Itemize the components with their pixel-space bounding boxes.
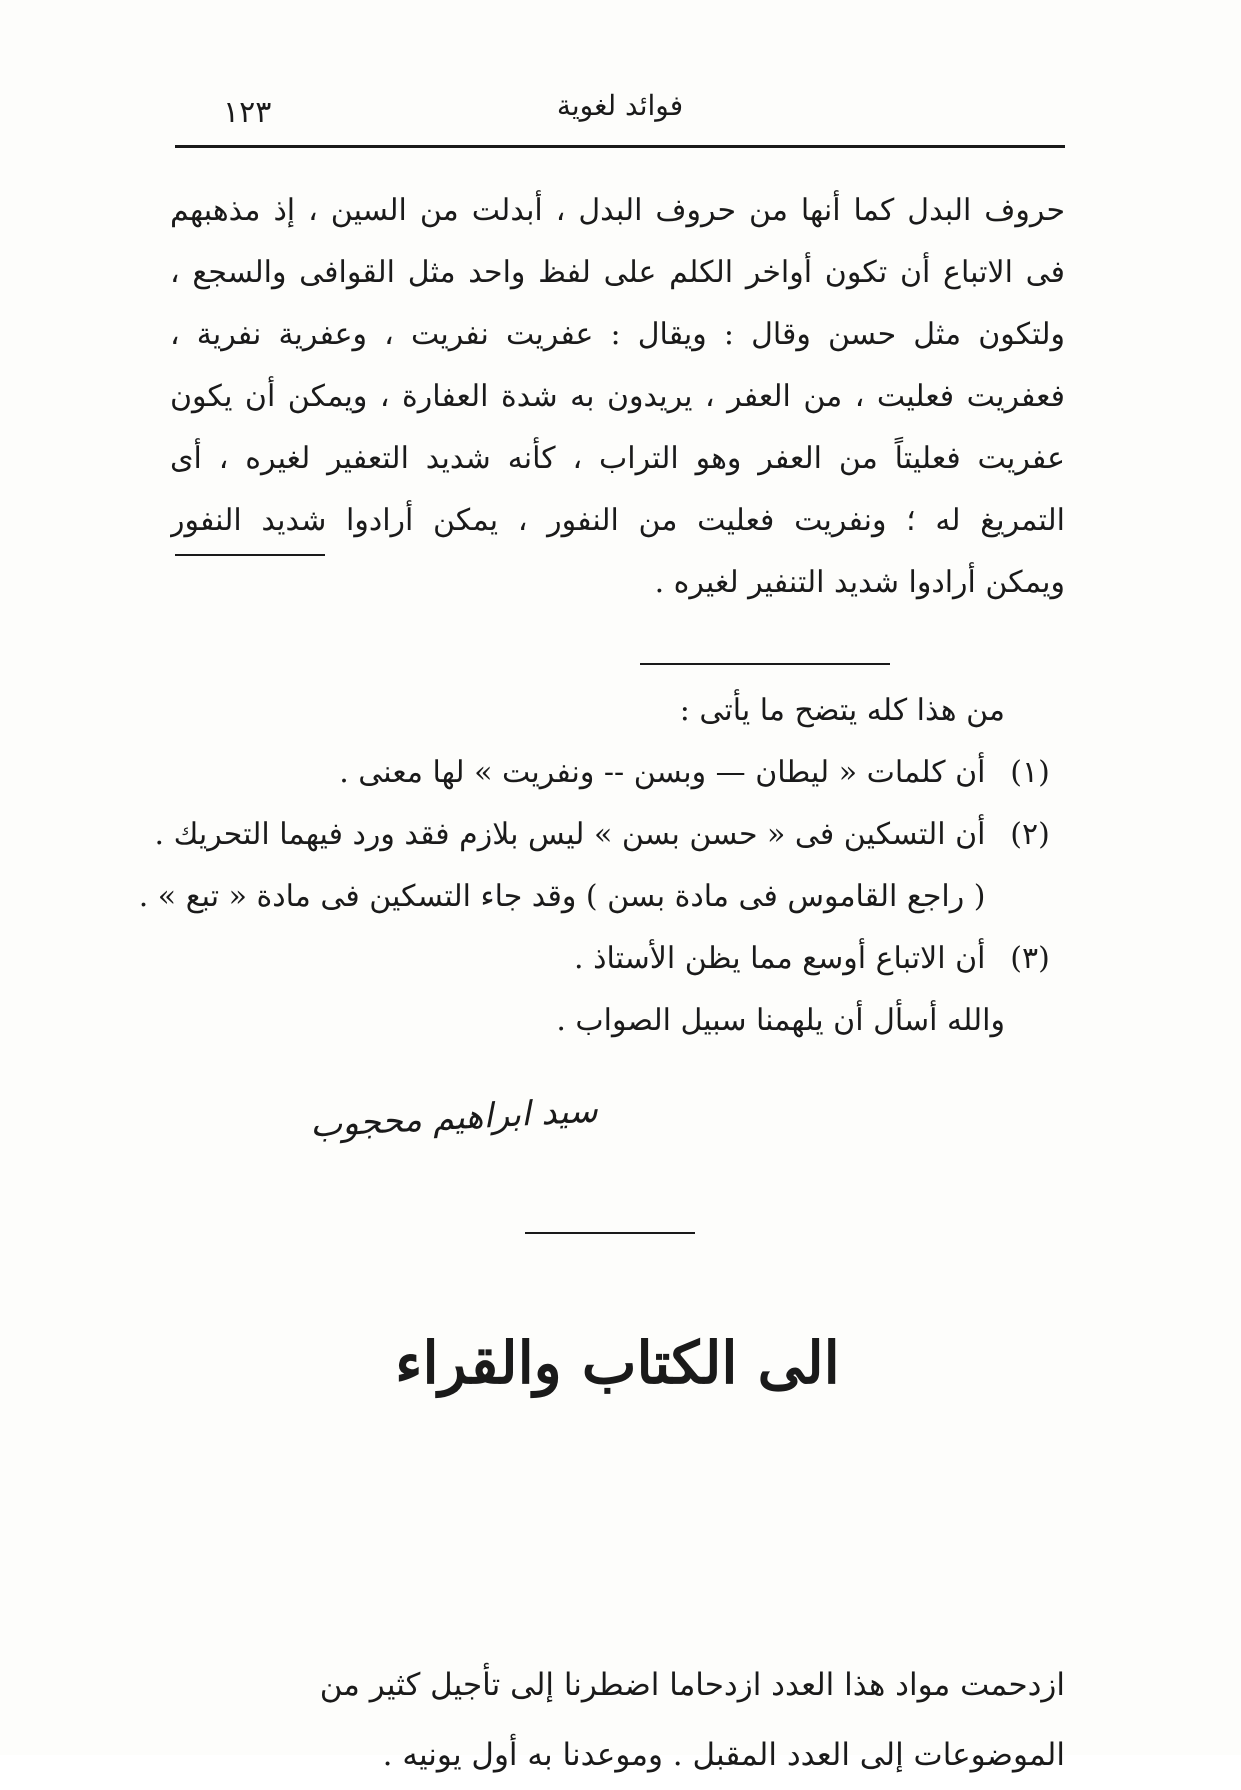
paragraph-line: فى الاتباع أن تكون أواخر الكلم على لفظ واحد مثل القوافى والسجع ، (170, 255, 1065, 290)
paragraph-line: عفريت فعليتاً من العفر وهو التراب ، كأنه شديد التعفير لغيره ، أى (170, 441, 1065, 476)
paragraph-line: حروف البدل كما أنها من حروف البدل ، أبدلت من السين ، إذ مذهبهم (170, 193, 1065, 228)
paragraph-line: فعفريت فعليت ، من العفر ، يريدون به شدة العفارة ، ويمكن أن يكون (170, 379, 1065, 414)
list-item-number: (١) (1010, 755, 1050, 790)
list-item (138, 866, 1065, 928)
list-item-number: (٣) (1010, 941, 1050, 976)
section-heading: الى الكتاب والقراء (395, 1329, 840, 1397)
underline-mark (175, 554, 325, 556)
main-paragraph (170, 180, 1065, 614)
section-divider (525, 1232, 695, 1234)
underline-mark (640, 663, 890, 665)
paragraph-line: ويمكن أرادوا شديد التنفير لغيره . (654, 565, 1065, 600)
running-title: فوائد لغوية (556, 89, 684, 122)
findings-intro: من هذا كله يتضح ما يأتى : (679, 693, 1005, 728)
notice-line: الموضوعات إلى العدد المقبل . وموعدنا به أول يونيه . (382, 1737, 1065, 1773)
findings-list (138, 680, 1065, 1052)
list-item-text: أن كلمات « ليطان — وبسن -- ونفريت » لها معنى . (339, 755, 986, 790)
page-header (175, 85, 1065, 145)
author-signature: سيد ابراهيم محجوب (309, 1090, 599, 1146)
list-item-text: أن التسكين فى « حسن بسن » ليس بلازم فقد ورد فيهما التحريك . (154, 817, 986, 852)
closing-line: والله أسأل أن يلهمنا سبيل الصواب . (556, 1003, 1005, 1038)
paragraph-line: ولتكون مثل حسن وقال : ويقال : عفريت نفريت ، وعفرية نفرية ، (170, 317, 1065, 352)
page-number: ١٢٣ (223, 95, 272, 130)
list-item (170, 928, 1065, 990)
list-item-text: ( راجع القاموس فى مادة بسن ) وقد جاء التسكين فى مادة « تبع » . (138, 879, 986, 914)
list-item-text: أن الاتباع أوسع مما يظن الأستاذ . (574, 941, 986, 976)
paragraph-line: التمريغ له ؛ ونفريت فعليت من النفور ، يمكن أرادوا شديد النفور (170, 503, 1065, 538)
notice-line: ازدحمت مواد هذا العدد ازدحاما اضطرنا إلى تأجيل كثير من (319, 1667, 1065, 1703)
notice-paragraph (170, 1650, 1065, 1790)
list-item (154, 804, 1065, 866)
list-item-number: (٢) (1010, 817, 1050, 852)
header-rule (175, 145, 1065, 148)
list-item (170, 742, 1065, 804)
